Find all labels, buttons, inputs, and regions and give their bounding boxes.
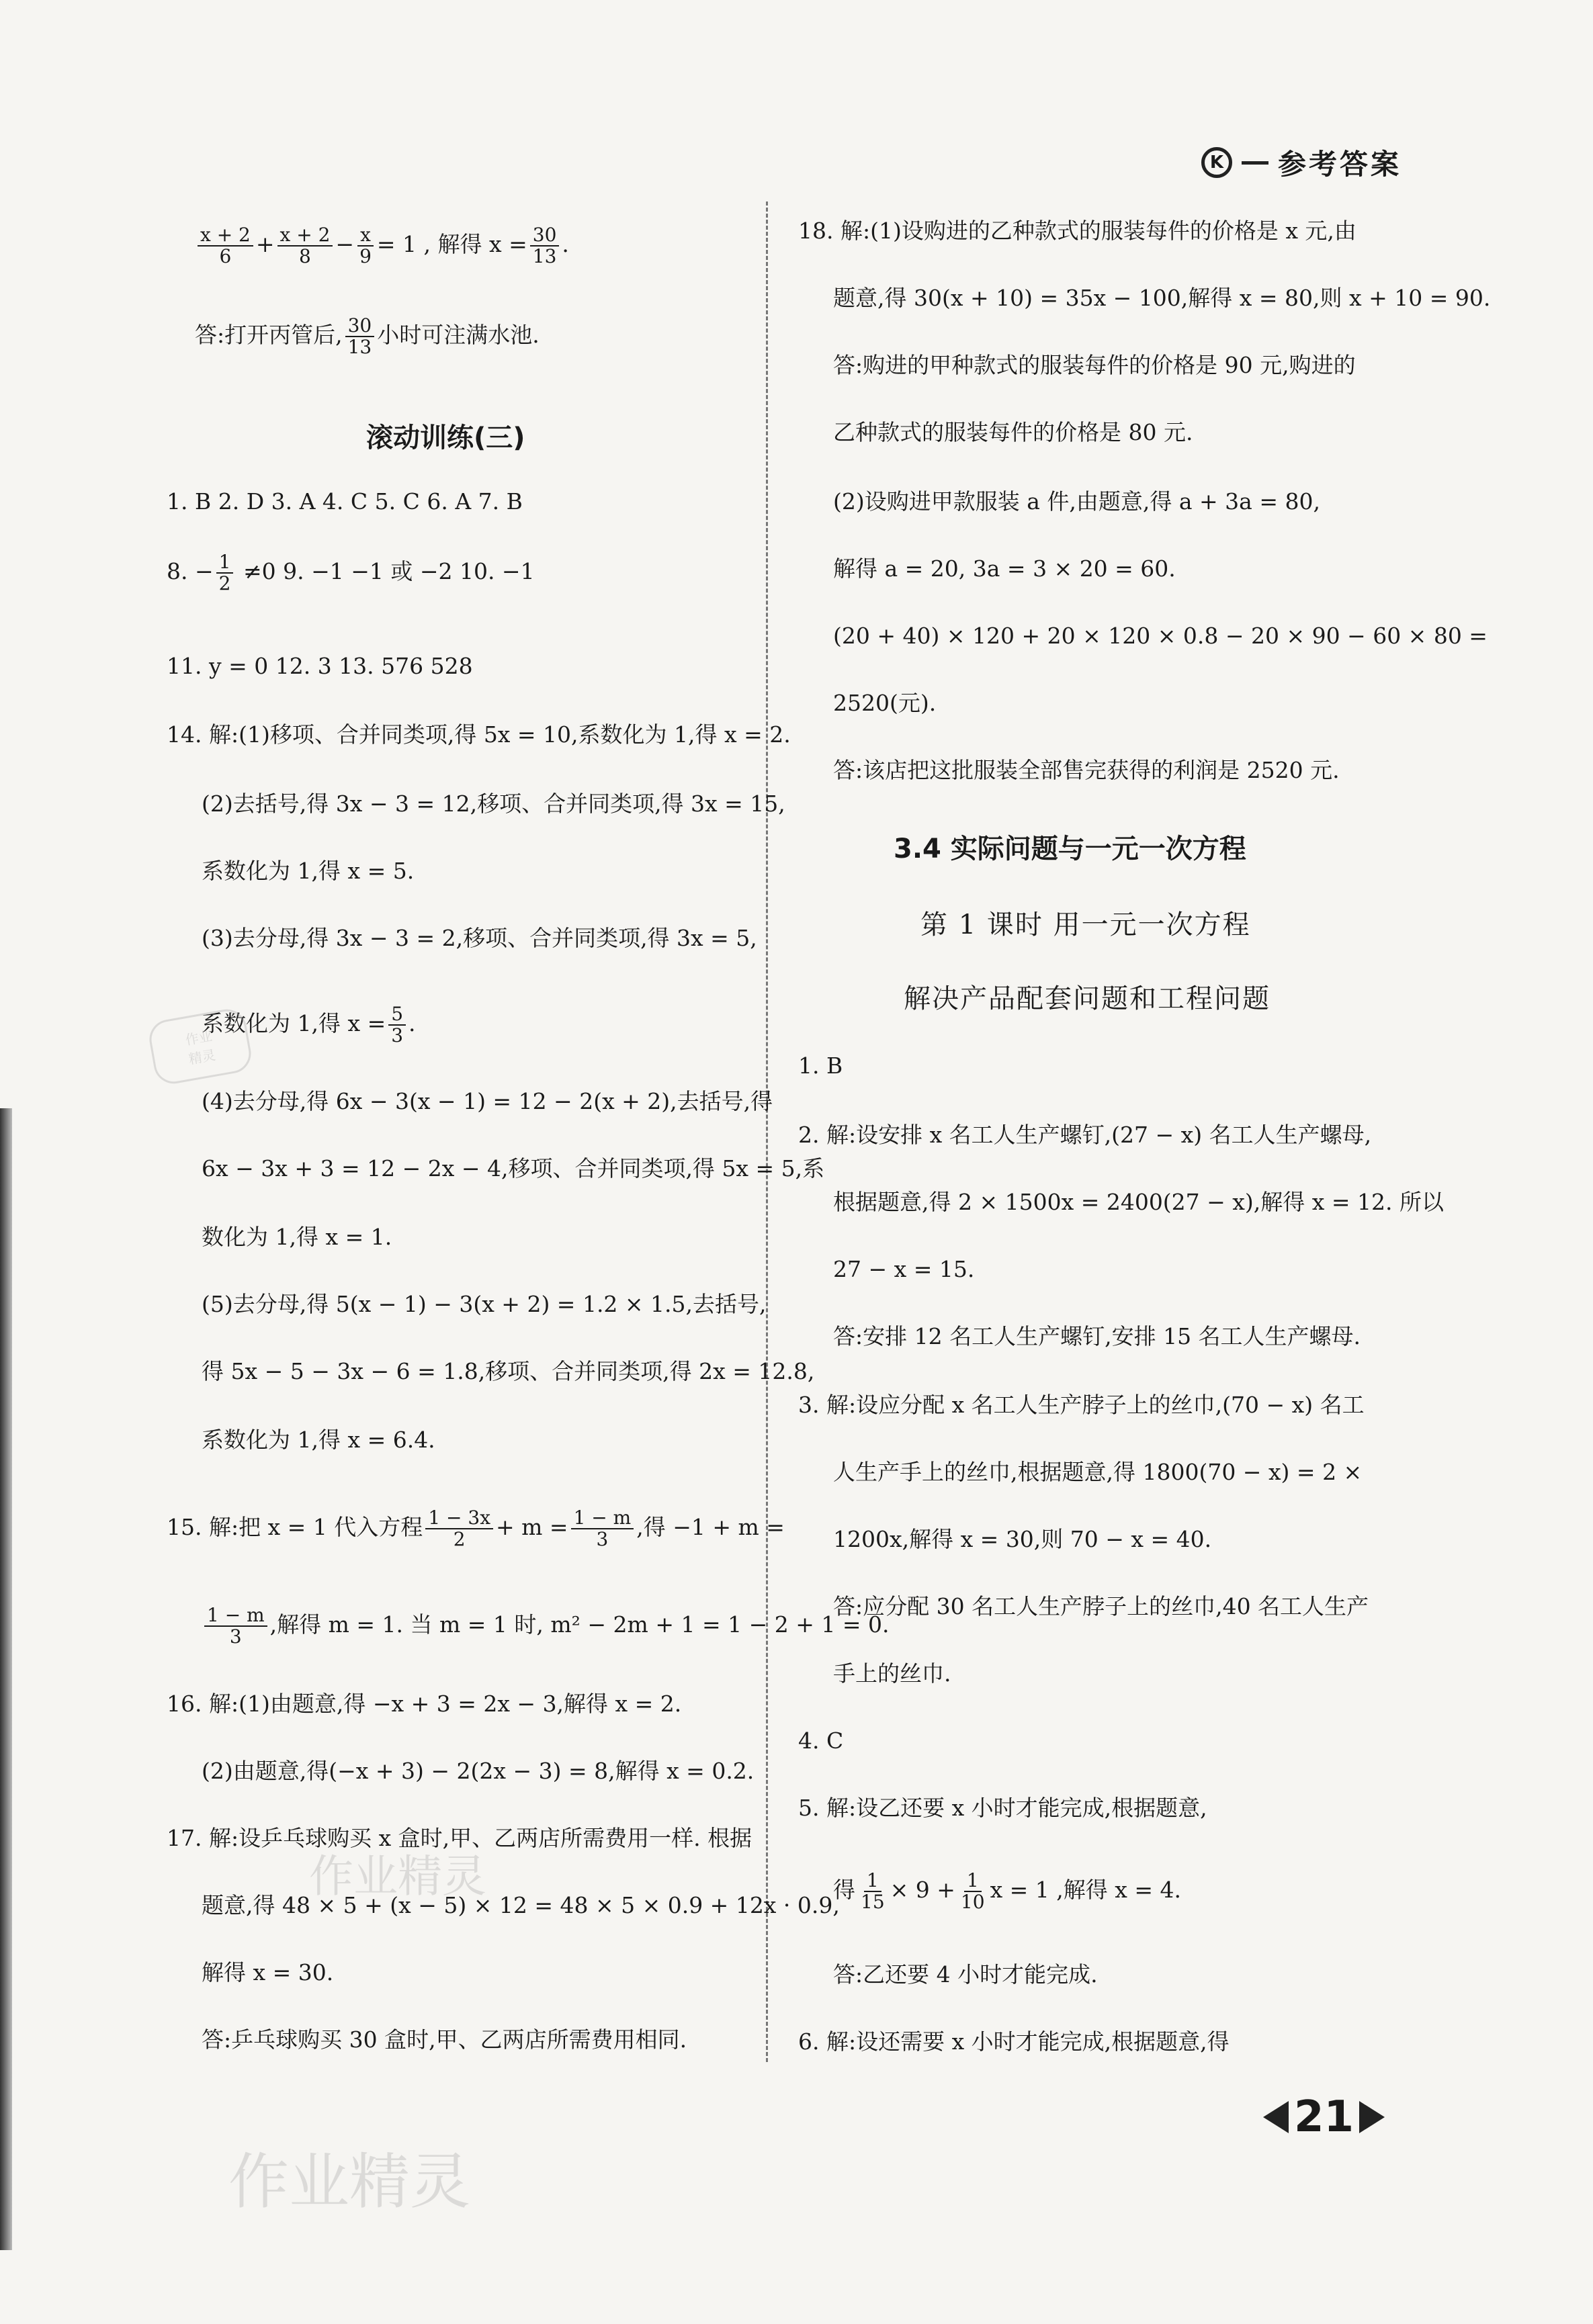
q14-line-6: (4)去分母,得 6x − 3(x − 1) = 12 − 2(x + 2),去括号,得 [202,1088,773,1114]
q14-line-2: (2)去括号,得 3x − 3 = 12,移项、合并同类项,得 3x = 15, [202,791,785,817]
answer-1: 1. B [798,1053,843,1079]
fraction: $\frac{1}{2}$ [216,552,234,594]
a6-line-1: 6. 解:设还需要 x 小时才能完成,根据题意,得 [798,2028,1230,2055]
lesson-title-line-2: 解决产品配套问题和工程问题 [904,983,1271,1014]
q18-line-8: 2520(元). [833,690,937,716]
q14-line-9: (5)去分母,得 5(x − 1) − 3(x + 2) = 1.2 × 1.5,去括号, [202,1291,767,1317]
fraction: $\frac{30}{13}$ [345,316,375,357]
page-number-text: 21 [1294,2092,1354,2142]
q17-line-3: 解得 x = 30. [202,1959,334,1985]
q14-line-8: 数化为 1,得 x = 1. [202,1224,392,1250]
a2-line-4: 答:安排 12 名工人生产螺钉,安排 15 名工人生产螺母. [833,1323,1361,1349]
fraction: $\frac{x}{9}$ [357,225,374,267]
q14-line-10: 得 5x − 5 − 3x − 6 = 1.8,移项、合并同类项,得 2x = 12.8, [202,1358,815,1384]
answers-11-13: 11. y = 0 12. 3 13. 576 528 [167,653,473,679]
a3-line-4: 答:应分配 30 名工人生产脖子上的丝巾,40 名工人生产 [833,1593,1369,1619]
page-edge-shadow [0,1108,12,2250]
q17-line-4: 答:乒乓球购买 30 盒时,甲、乙两店所需费用相同. [202,2026,687,2053]
q14-line-11: 系数化为 1,得 x = 6.4. [202,1427,435,1453]
answers-1-7: 1. B 2. D 3. A 4. C 5. C 6. A 7. B [167,488,523,515]
fraction: $\frac{1}{15}$ [861,1869,885,1913]
right-arrow-icon [1359,2101,1385,2133]
stamp-text: 作业 [183,1027,214,1048]
section-title-3-4: 3.4 实际问题与一元一次方程 [894,834,1246,864]
q14-line-4: (3)去分母,得 3x − 3 = 2,移项、合并同类项,得 3x = 5, [202,925,757,951]
q18-line-4: 乙种款式的服装每件的价格是 80 元. [833,419,1193,445]
a3-line-1: 3. 解:设应分配 x 名工人生产脖子上的丝巾,(70 − x) 名工 [798,1392,1365,1418]
fraction: $\frac{1 - 3x}{2}$ [425,1508,493,1550]
a3-line-5: 手上的丝巾. [833,1660,951,1687]
fraction: $\frac{30}{13}$ [530,225,560,267]
watermark-text: 作业精灵 [228,2147,470,2217]
section-title-review: 滚动训练(三) [366,422,525,453]
a5-line-2: 得 $\frac{1}{15}$ × 9 + $\frac{1}{10}$ x = 1 ,解得 x = 4. [833,1869,1181,1913]
fraction: $\frac{5}{3}$ [388,1004,406,1046]
a3-line-2: 人生产手上的丝巾,根据题意,得 1800(70 − x) = 2 × [833,1459,1363,1485]
fraction: $\frac{x + 2}{6}$ [198,225,253,267]
answer-4: 4. C [798,1728,844,1754]
q18-line-9: 答:该店把这批服装全部售完获得的利润是 2520 元. [833,757,1340,783]
page-header [1201,142,1402,183]
left-line-1: $\frac{x + 2}{6}$ + $\frac{x + 2}{8}$ − $\frac{x}{9}$ = 1 , 解得 x = $\frac{30}{13}$ . [195,225,569,267]
left-arrow-icon [1263,2101,1289,2133]
fraction: $\frac{1}{10}$ [960,1869,985,1913]
header-title: 参考答案 [1277,148,1402,181]
a2-line-3: 27 − x = 15. [833,1256,975,1282]
left-line-2: 答:打开丙管后, $\frac{30}{13}$ 小时可注满水池. [195,314,540,358]
fraction: $\frac{1 - m}{3}$ [204,1605,267,1647]
a2-line-1: 2. 解:设安排 x 名工人生产螺钉,(27 − x) 名工人生产螺母, [798,1122,1372,1148]
q14-line-1: 14. 解:(1)移项、合并同类项,得 5x = 10,系数化为 1,得 x = 2. [167,721,791,748]
q18-line-3: 答:购进的甲种款式的服装每件的价格是 90 元,购进的 [833,352,1356,378]
answers-8-10: 8. − $\frac{1}{2}$ ≠0 9. −1 −1 或 −2 10. −1 [167,551,535,594]
a2-line-2: 根据题意,得 2 × 1500x = 2400(27 − x),解得 x = 12. 所以 [833,1189,1444,1215]
q16-line-1: 16. 解:(1)由题意,得 −x + 3 = 2x − 3,解得 x = 2. [167,1691,682,1717]
a5-line-1: 5. 解:设乙还要 x 小时才能完成,根据题意, [798,1795,1207,1821]
fraction: $\frac{1 - m}{3}$ [571,1508,634,1550]
q14-line-3: 系数化为 1,得 x = 5. [202,858,415,884]
q18-line-7: (20 + 40) × 120 + 20 × 120 × 0.8 − 20 × 90 − 60 × 80 = [833,623,1488,649]
q15-line-2: $\frac{1 - m}{3}$ ,解得 m = 1. 当 m = 1 时, m² − 2m + 1 = 1 − 2 + 1 = 0. [202,1605,889,1647]
q18-line-5: (2)设购进甲款服装 a 件,由题意,得 a + 3a = 80, [833,488,1320,515]
a3-line-3: 1200x,解得 x = 30,则 70 − x = 40. [833,1526,1212,1552]
q18-line-1: 18. 解:(1)设购进的乙种款式的服装每件的价格是 x 元,由 [798,218,1357,244]
header-dash [1242,161,1268,165]
stamp-text: 精灵 [187,1046,217,1068]
lesson-title-line-1: 第 1 课时 用一元一次方程 [920,909,1251,940]
q14-line-7: 6x − 3x + 3 = 12 − 2x − 4,移项、合并同类项,得 5x = 5,系 [202,1155,825,1181]
q17-line-1: 17. 解:设乒乓球购买 x 盒时,甲、乙两店所需费用一样. 根据 [167,1825,752,1851]
q16-line-2: (2)由题意,得(−x + 3) − 2(2x − 3) = 8,解得 x = 0.2. [202,1758,755,1784]
page-number [1263,2092,1385,2142]
fraction: $\frac{x + 2}{8}$ [277,225,333,267]
q18-line-6: 解得 a = 20, 3a = 3 × 20 = 60. [833,555,1176,582]
column-divider [766,202,768,2062]
q18-line-2: 题意,得 30(x + 10) = 35x − 100,解得 x = 80,则 x + 10 = 90. [833,285,1491,311]
q14-line-5: 系数化为 1,得 x = $\frac{5}{3}$ . [202,1003,416,1046]
header-logo-icon: K [1201,147,1232,178]
watermark-text: 作业精灵 [309,1850,486,1902]
q15-line-1: 15. 解:把 x = 1 代入方程 $\frac{1 - 3x}{2}$ + m = $\frac{1 - m}{3}$ ,得 −1 + m = [167,1507,785,1550]
watermark-stamp [146,1006,254,1087]
a5-line-3: 答:乙还要 4 小时才能完成. [833,1961,1098,1987]
q17-line-2: 题意,得 48 × 5 + (x − 5) × 12 = 48 × 5 × 0.9 + 12x · 0.9, [202,1892,840,1918]
